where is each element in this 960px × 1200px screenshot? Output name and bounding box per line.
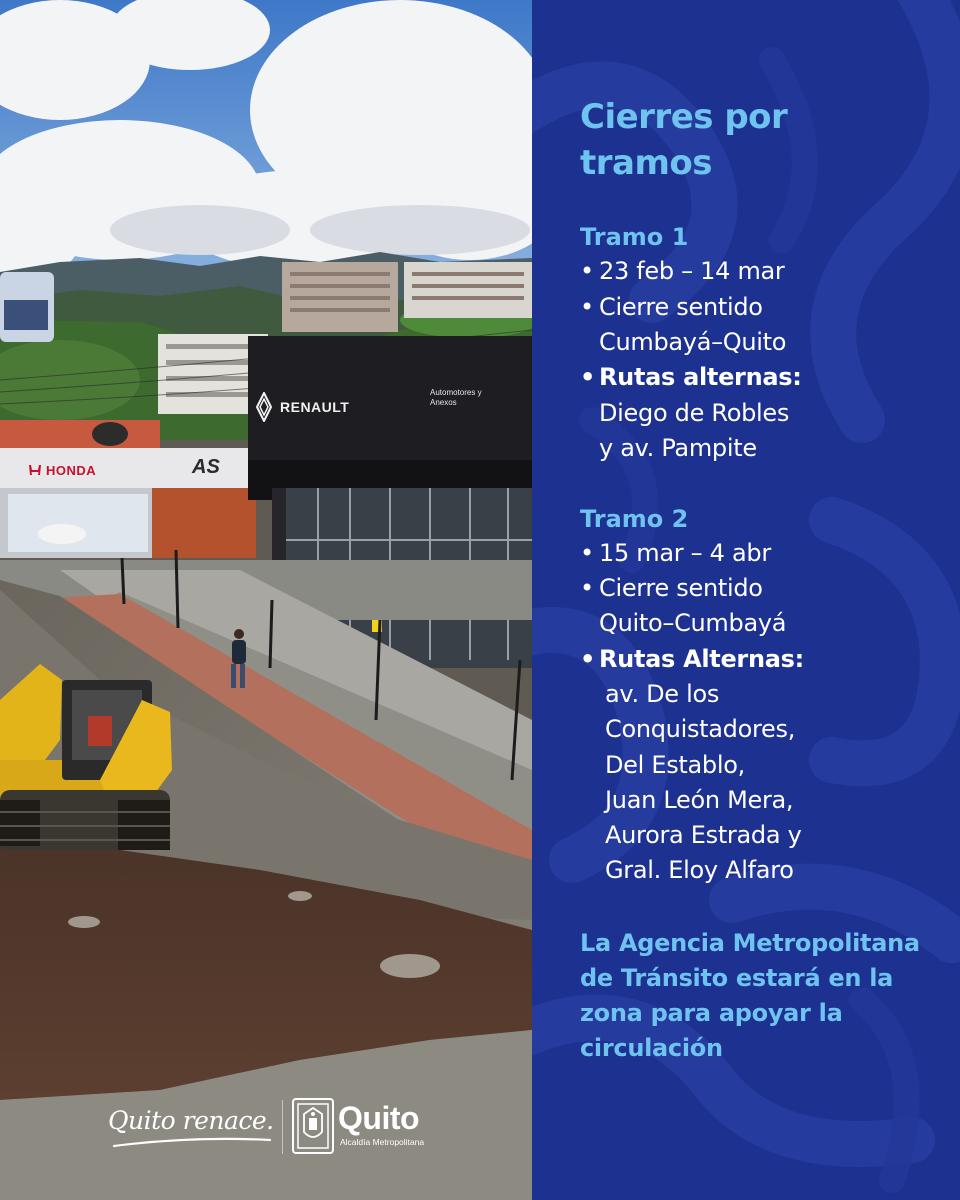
tramo-1-ruta: y av. Pampite bbox=[599, 434, 757, 462]
bullet-dot: • bbox=[580, 363, 596, 391]
tramo-1-cierre-text: Cierre sentido bbox=[599, 293, 763, 321]
tramo-1-rutas-label-text: Rutas alternas: bbox=[599, 363, 802, 391]
quito-coat-of-arms-icon bbox=[292, 1098, 334, 1154]
logo-divider bbox=[282, 1100, 283, 1154]
renault-sub-sign: Automotores y Anexos bbox=[430, 388, 482, 407]
tramo-2-rutas-label bbox=[580, 644, 804, 674]
tramo-2-rutas-label-text: Rutas Alternas: bbox=[599, 645, 804, 673]
renault-logo-icon bbox=[256, 392, 272, 422]
bullet-dot: • bbox=[580, 293, 594, 321]
tramo-1-dates bbox=[580, 256, 785, 286]
tramo-1-title: Tramo 1 bbox=[580, 223, 689, 251]
swoosh-icon bbox=[112, 1134, 272, 1148]
renault-dealership-sign bbox=[256, 392, 349, 422]
page-title: Cierres por tramos bbox=[580, 97, 788, 183]
as-sign: AS bbox=[192, 456, 220, 478]
tramo-1-cierre-direction: Cumbayá–Quito bbox=[599, 328, 787, 356]
bullet-dot: • bbox=[580, 574, 594, 602]
info-panel bbox=[532, 0, 960, 1200]
quito-logo-text: Quito bbox=[338, 1100, 420, 1136]
tramo-1-rutas-label bbox=[580, 362, 802, 392]
bullet-dot: • bbox=[580, 539, 594, 567]
bullet-dot: • bbox=[580, 645, 596, 673]
honda-sign-text: HONDA bbox=[46, 462, 97, 478]
tramo-2-ruta: Juan León Mera, bbox=[605, 786, 794, 814]
tramo-2-ruta: Conquistadores, bbox=[605, 715, 796, 743]
tramo-2-ruta: Del Establo, bbox=[605, 751, 745, 779]
agency-notice: La Agencia Metropolitana de Tránsito estará en la zona para apoyar la circulación bbox=[580, 929, 920, 1062]
tramo-1-cierre bbox=[580, 292, 763, 322]
tramo-2-cierre-text: Cierre sentido bbox=[599, 574, 763, 602]
tramo-2-cierre bbox=[580, 573, 763, 603]
tramo-2-dates bbox=[580, 538, 771, 568]
tramo-1-dates-text: 23 feb – 14 mar bbox=[599, 257, 785, 285]
renault-sign-text: RENAULT bbox=[280, 399, 350, 415]
tramo-2-title: Tramo 2 bbox=[580, 505, 689, 533]
tramo-2-ruta: av. De los bbox=[605, 680, 720, 708]
honda-dealership-sign bbox=[28, 460, 138, 480]
alcaldia-text: Alcaldía Metropolitana bbox=[340, 1137, 425, 1147]
bullet-dot: • bbox=[580, 257, 594, 285]
honda-logo-icon bbox=[28, 464, 42, 476]
quito-renace-logo bbox=[108, 1094, 274, 1158]
tramo-2-cierre-direction: Quito–Cumbayá bbox=[599, 609, 787, 637]
tramo-2-dates-text: 15 mar – 4 abr bbox=[599, 539, 771, 567]
tramo-2-ruta: Gral. Eloy Alfaro bbox=[605, 856, 794, 884]
tramo-2-ruta: Aurora Estrada y bbox=[605, 821, 802, 849]
quito-renace-text: Quito renace. bbox=[108, 1105, 274, 1135]
tramo-1-ruta: Diego de Robles bbox=[599, 399, 790, 427]
